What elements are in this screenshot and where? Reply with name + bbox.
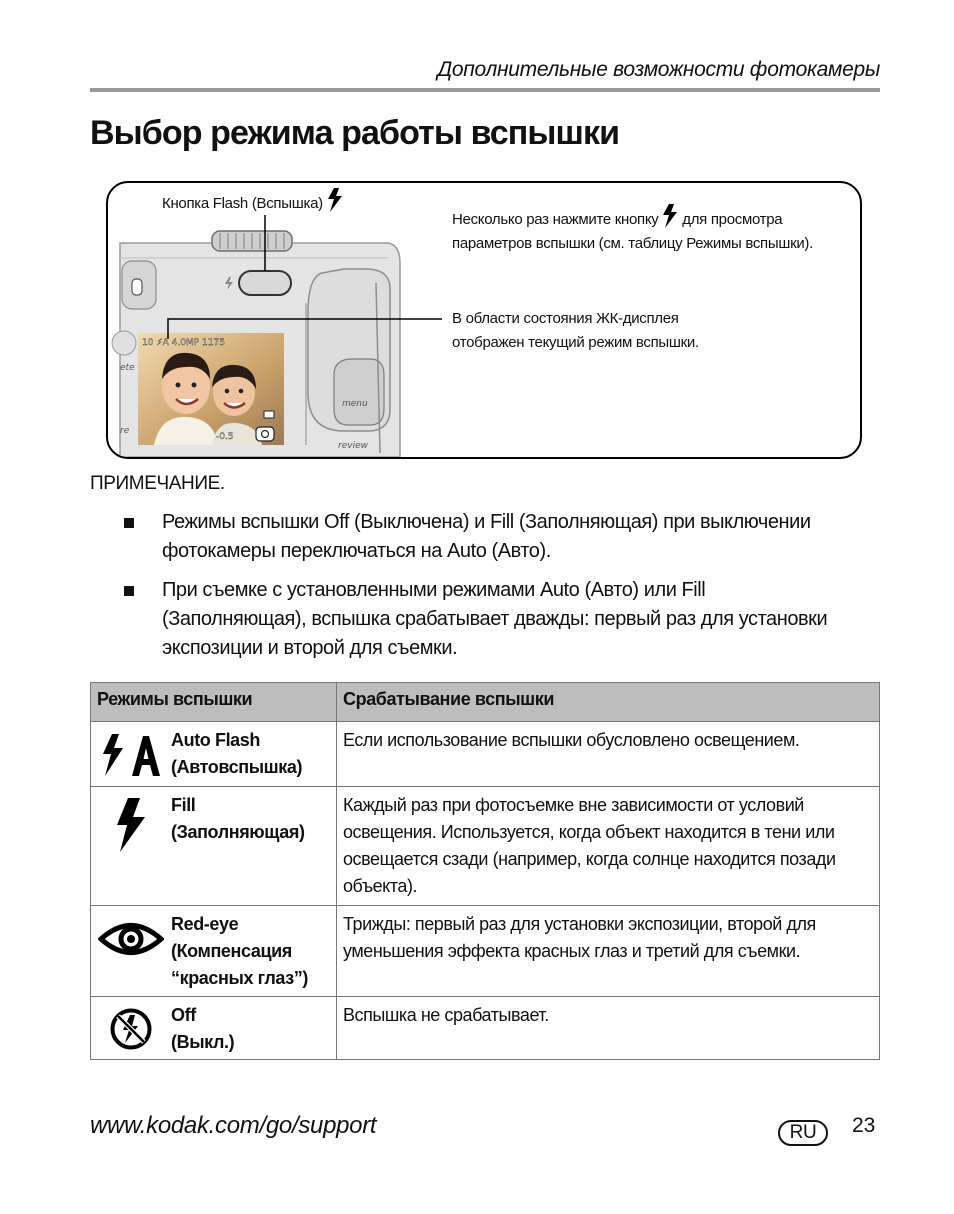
table-header-row [91,683,880,722]
flash-bolt-icon [327,188,343,212]
bullet-square-icon [124,518,134,528]
auto-flash-icon [100,732,162,778]
press-flash-callout: Несколько раз нажмите кнопку для просмотра параметров вспышки (см. таблицу Режимы вспышки). [452,204,813,256]
flash-modes-table [90,682,880,1060]
camera-review-label: review [338,441,368,451]
header-rule [90,88,880,92]
mode-description: Трижды: первый раз для установки экспозиции, второй для уменьшения эффекта красных глаз и третий для съемки. [337,906,880,997]
mode-cell: Auto Flash (Автовспышка) [91,722,337,787]
page-title: Выбор режима работы вспышки [90,114,620,152]
mode-cell: Red-eye (Компенсация “красных глаз”) [91,906,337,997]
mode-description: Если использование вспышки обусловлено освещением. [337,722,880,787]
flash-button-callout: Кнопка Flash (Вспышка) [162,188,343,216]
note-list [124,508,884,673]
column-header: Срабатывание вспышки [337,683,880,722]
page-number: 23 [852,1114,876,1137]
column-header: Режимы вспышки [91,683,337,722]
camera-menu-label: menu [342,399,368,409]
table-row [91,906,880,997]
table-row [91,787,880,906]
bullet-square-icon [124,586,134,596]
camera-figure [106,181,862,459]
mode-cell: Fill (Заполняющая) [91,787,337,906]
fill-flash-icon [114,797,148,853]
lcd-exposure: -0.5 [216,432,234,442]
mode-description: Вспышка не срабатывает. [337,997,880,1060]
language-badge: RU [778,1120,828,1146]
red-eye-icon [98,920,164,958]
list-item: Режимы вспышки Off (Выключена) и Fill (Заполняющая) при выключении фотокамеры переключаться на Auto (Авто). [124,508,884,566]
camera-share-label: re [120,426,130,436]
lcd-status-bar: 10 ⚡A 4.0MP 1175 [142,338,225,348]
support-link[interactable]: www.kodak.com/go/support [90,1112,377,1139]
flash-off-icon [109,1007,153,1051]
camera-delete-label: ete [120,363,135,373]
table-row [91,722,880,787]
running-header: Дополнительные возможности фотокамеры [437,58,880,81]
list-item: При съемке с установленными режимами Auto (Авто) или Fill (Заполняющая), вспышка срабатывает дважды: первый раз для установки экспозиции и второй для съемки. [124,576,884,663]
mode-description: Каждый раз при фотосъемке вне зависимости от условий освещения. Используется, когда объект находится в тени или освещается сзади (например, когда солнце находится позади объекта). [337,787,880,906]
table-row [91,997,880,1060]
flash-bolt-icon [662,204,678,228]
lcd-status-callout: В области состояния ЖК-дисплея отображен текущий режим вспышки. [452,310,699,351]
mode-cell: Off (Выкл.) [91,997,337,1060]
note-title: ПРИМЕЧАНИЕ. [90,473,225,494]
